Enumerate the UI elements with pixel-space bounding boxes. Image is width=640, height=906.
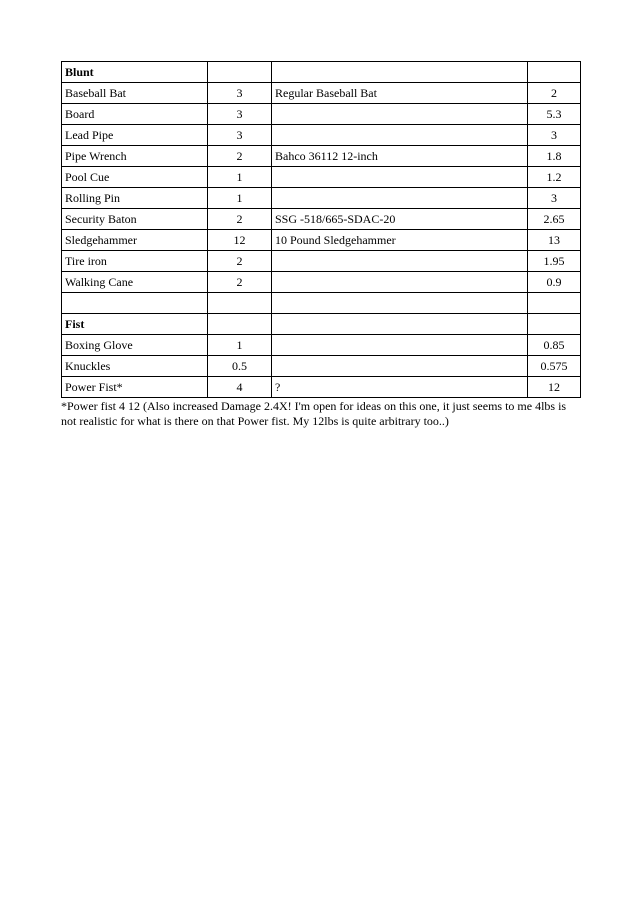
real-weight: 1.2: [528, 167, 581, 188]
empty-cell: [272, 62, 528, 83]
empty-cell: [528, 62, 581, 83]
weapon-name: Sledgehammer: [62, 230, 208, 251]
real-item: [272, 251, 528, 272]
real-weight: 12: [528, 377, 581, 398]
weapon-value: 1: [208, 335, 272, 356]
real-weight: 1.95: [528, 251, 581, 272]
real-weight: 3: [528, 125, 581, 146]
table-row: [62, 377, 581, 398]
real-weight: 3: [528, 188, 581, 209]
weapon-value: 1: [208, 167, 272, 188]
table-row: [62, 167, 581, 188]
weapon-name: Lead Pipe: [62, 125, 208, 146]
real-item: ?: [272, 377, 528, 398]
real-item: Bahco 36112 12-inch: [272, 146, 528, 167]
weapon-name: Tire iron: [62, 251, 208, 272]
weapon-name: Walking Cane: [62, 272, 208, 293]
table-row: [62, 335, 581, 356]
empty-cell: [528, 293, 581, 314]
table-row: [62, 209, 581, 230]
real-item: [272, 188, 528, 209]
weapon-value: 2: [208, 272, 272, 293]
empty-cell: [272, 293, 528, 314]
table-row: [62, 125, 581, 146]
real-weight: 1.8: [528, 146, 581, 167]
weapon-name: Pool Cue: [62, 167, 208, 188]
empty-cell: [62, 293, 208, 314]
real-item: [272, 356, 528, 377]
table-row: [62, 251, 581, 272]
section-title-blunt: Blunt: [62, 62, 208, 83]
real-item: [272, 335, 528, 356]
weapon-value: 3: [208, 125, 272, 146]
real-item: Regular Baseball Bat: [272, 83, 528, 104]
weapon-value: 1: [208, 188, 272, 209]
footnote: *Power fist 4 12 (Also increased Damage 2.4X! I'm open for ideas on this one, it just seems to me 4lbs is not realistic for what is there on that Power fist. My 12lbs is quite arbitrary too..): [61, 399, 567, 428]
weapon-value: 3: [208, 83, 272, 104]
weapon-value: 3: [208, 104, 272, 125]
real-weight: 0.9: [528, 272, 581, 293]
real-item: [272, 272, 528, 293]
table-row: [62, 83, 581, 104]
weapon-name: Power Fist*: [62, 377, 208, 398]
weapons-table: [61, 61, 581, 398]
weapon-value: 2: [208, 251, 272, 272]
blank-row: [62, 293, 581, 314]
table-row: [62, 356, 581, 377]
weapon-name: Boxing Glove: [62, 335, 208, 356]
table-row: [62, 272, 581, 293]
empty-cell: [272, 314, 528, 335]
weapon-name: Baseball Bat: [62, 83, 208, 104]
spreadsheet-page: [61, 61, 580, 429]
real-item: [272, 104, 528, 125]
weapon-value: 0.5: [208, 356, 272, 377]
real-item: 10 Pound Sledgehammer: [272, 230, 528, 251]
table-row: [62, 188, 581, 209]
empty-cell: [208, 62, 272, 83]
weapon-value: 2: [208, 209, 272, 230]
weapon-value: 4: [208, 377, 272, 398]
real-weight: 0.575: [528, 356, 581, 377]
empty-cell: [528, 314, 581, 335]
table-row: [62, 104, 581, 125]
real-weight: 0.85: [528, 335, 581, 356]
section-header-row: [62, 314, 581, 335]
empty-cell: [208, 293, 272, 314]
weapon-name: Pipe Wrench: [62, 146, 208, 167]
real-weight: 2: [528, 83, 581, 104]
real-weight: 2.65: [528, 209, 581, 230]
weapon-name: Board: [62, 104, 208, 125]
real-item: SSG -518/665-SDAC-20: [272, 209, 528, 230]
empty-cell: [208, 314, 272, 335]
real-weight: 13: [528, 230, 581, 251]
table-row: [62, 146, 581, 167]
weapon-value: 2: [208, 146, 272, 167]
section-header-row: [62, 62, 581, 83]
table-row: [62, 230, 581, 251]
weapon-value: 12: [208, 230, 272, 251]
weapon-name: Knuckles: [62, 356, 208, 377]
real-item: [272, 167, 528, 188]
weapon-name: Rolling Pin: [62, 188, 208, 209]
weapon-name: Security Baton: [62, 209, 208, 230]
real-weight: 5.3: [528, 104, 581, 125]
real-item: [272, 125, 528, 146]
section-title-fist: Fist: [62, 314, 208, 335]
